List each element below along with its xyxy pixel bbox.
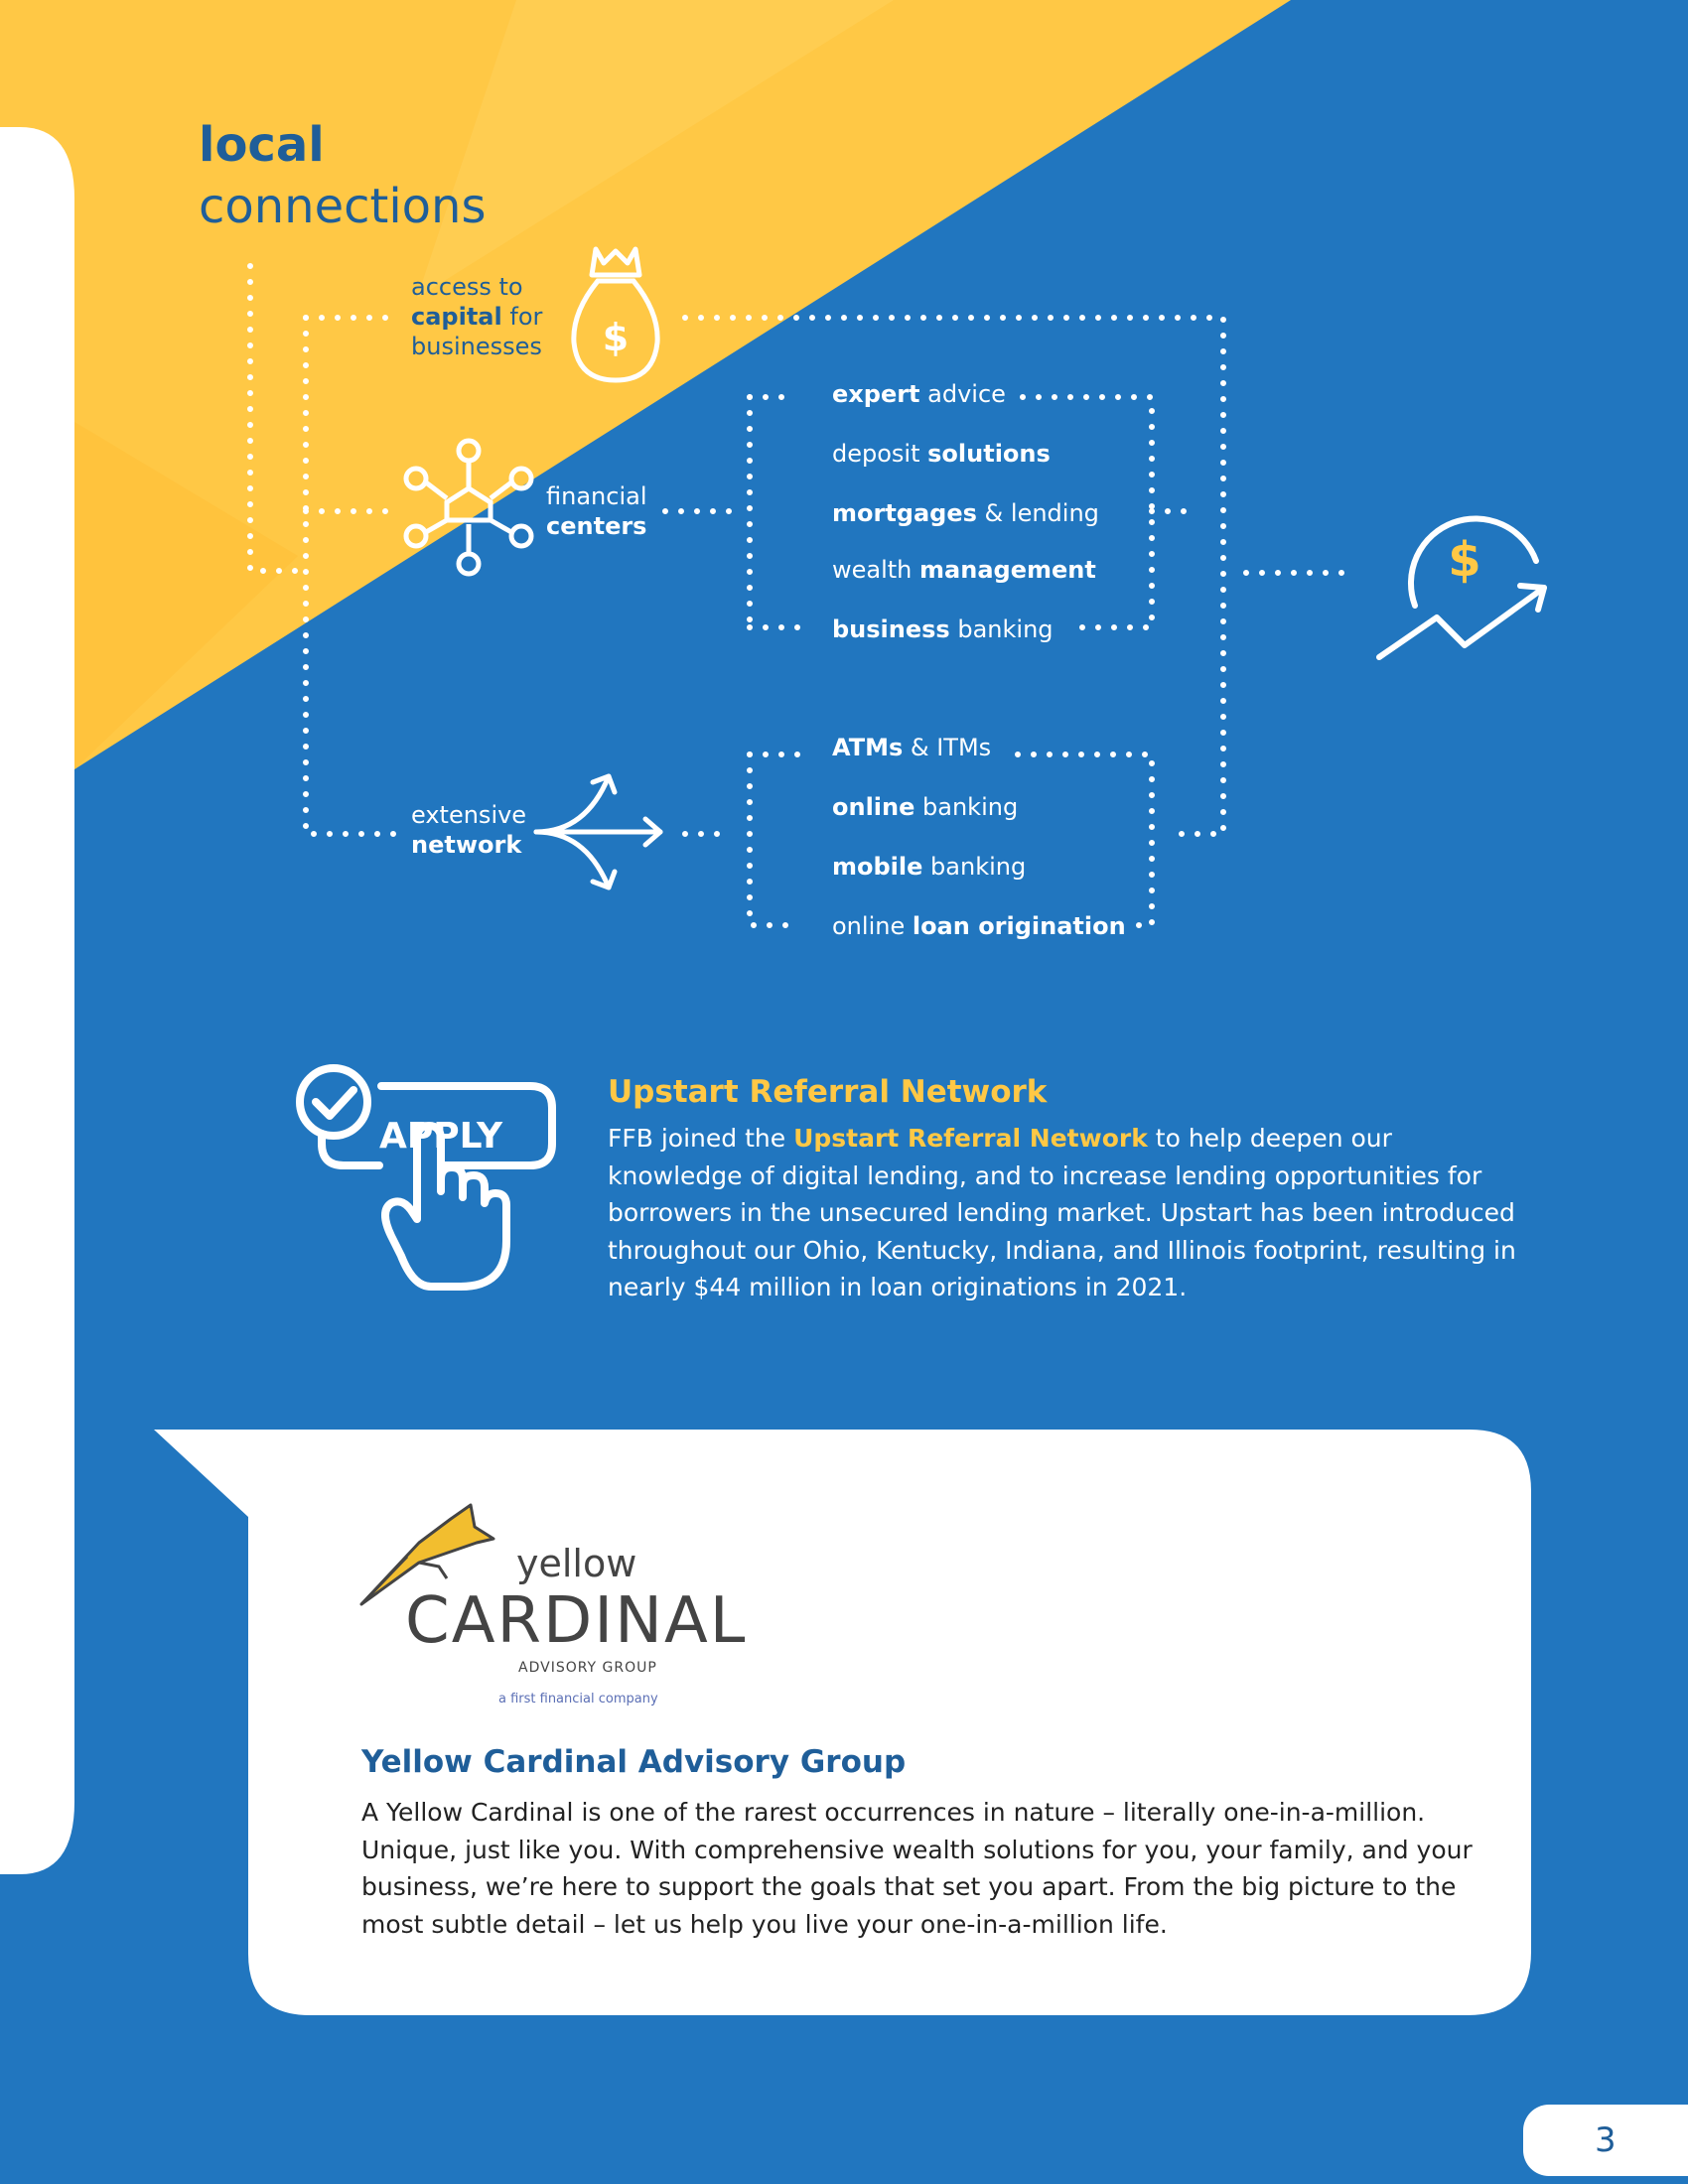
service-bold: expert <box>832 380 920 408</box>
service-rest: & ITMs <box>903 734 992 761</box>
capital-label-rest: for <box>501 303 543 331</box>
apply-label: APPLY <box>378 1116 503 1157</box>
centers-label <box>546 481 646 541</box>
service-wealth-management <box>832 556 1096 584</box>
service-pre: wealth <box>832 556 920 584</box>
page-number: 3 <box>1595 2120 1617 2160</box>
service-expert-advice <box>832 380 1006 408</box>
title-line-2: connections <box>199 179 487 234</box>
service-rest: banking <box>949 615 1054 643</box>
page-number-tab <box>1523 2105 1688 2176</box>
service-business-banking <box>832 615 1054 643</box>
service-pre: deposit <box>832 440 928 468</box>
dollar-growth-icon <box>1375 486 1554 665</box>
yellow-cardinal-body: A Yellow Cardinal is one of the rarest occurrences in nature – literally one-in-a-million. Unique, just like you. With comprehensive wealth solutions for you, your family, and your business, we’re here to support the goals that set you apart. From the big picture to the most subtle detail – let us help you live your one-in-a-million life. <box>361 1798 1473 1939</box>
network-label-line-2: network <box>411 831 522 859</box>
upstart-body-post: to help deepen our knowledge of digital lending, and to increase lending opportunities for borrowers in the unsecured lending market. Upstart has been introduced throughout our Ohio, Kentucky, Indiana, and Illinois footprint, resulting in nearly $44 million in loan originations in 2021. <box>608 1124 1516 1301</box>
upstart-heading: Upstart Referral Network <box>608 1074 1048 1110</box>
service-rest: banking <box>922 853 1027 881</box>
service-bold: management <box>919 556 1096 584</box>
service-bold: mobile <box>832 853 923 881</box>
logo-tagline: a first financial company <box>498 1692 658 1706</box>
service-bold: ATMs <box>832 734 904 761</box>
service-bold: solutions <box>927 440 1051 468</box>
service-pre: online <box>832 912 913 940</box>
apply-click-icon <box>292 1052 560 1296</box>
branching-arrows-icon <box>531 764 665 898</box>
network-label-line-1: extensive <box>411 801 527 829</box>
title-line-1: local <box>199 117 325 173</box>
service-bold: loan origination <box>912 912 1126 940</box>
capital-label <box>411 272 542 361</box>
service-mortgages <box>832 499 1099 527</box>
service-mobile-banking <box>832 853 1026 881</box>
network-label <box>411 800 526 860</box>
growth-symbol: $ <box>1448 532 1481 588</box>
service-online-banking <box>832 793 1018 821</box>
network-hub-icon <box>402 437 536 581</box>
centers-label-line-2: centers <box>546 512 647 540</box>
service-rest: advice <box>919 380 1006 408</box>
logo-advisory-group: ADVISORY GROUP <box>518 1660 657 1676</box>
upstart-body-highlight: Upstart Referral Network <box>793 1124 1148 1153</box>
service-bold: online <box>832 793 915 821</box>
logo-word-cardinal: CARDINAL <box>405 1584 748 1658</box>
upstart-body-pre: FFB joined the <box>608 1124 794 1153</box>
money-bag-symbol: $ <box>602 316 630 359</box>
service-atms <box>832 734 991 761</box>
service-deposit-solutions <box>832 440 1051 468</box>
service-bold: business <box>832 615 950 643</box>
service-bold: mortgages <box>832 499 977 527</box>
service-rest: banking <box>914 793 1019 821</box>
yellow-cardinal-heading: Yellow Cardinal Advisory Group <box>361 1744 907 1780</box>
money-bag-icon <box>566 243 665 387</box>
logo-word-yellow: yellow <box>516 1542 637 1585</box>
upstart-body <box>608 1120 1531 1306</box>
centers-label-line-1: financial <box>546 482 647 510</box>
service-loan-origination <box>832 912 1126 940</box>
service-rest: & lending <box>976 499 1099 527</box>
capital-label-line-3: businesses <box>411 333 542 360</box>
capital-label-bold: capital <box>411 303 502 331</box>
capital-label-line-1: access to <box>411 273 523 301</box>
